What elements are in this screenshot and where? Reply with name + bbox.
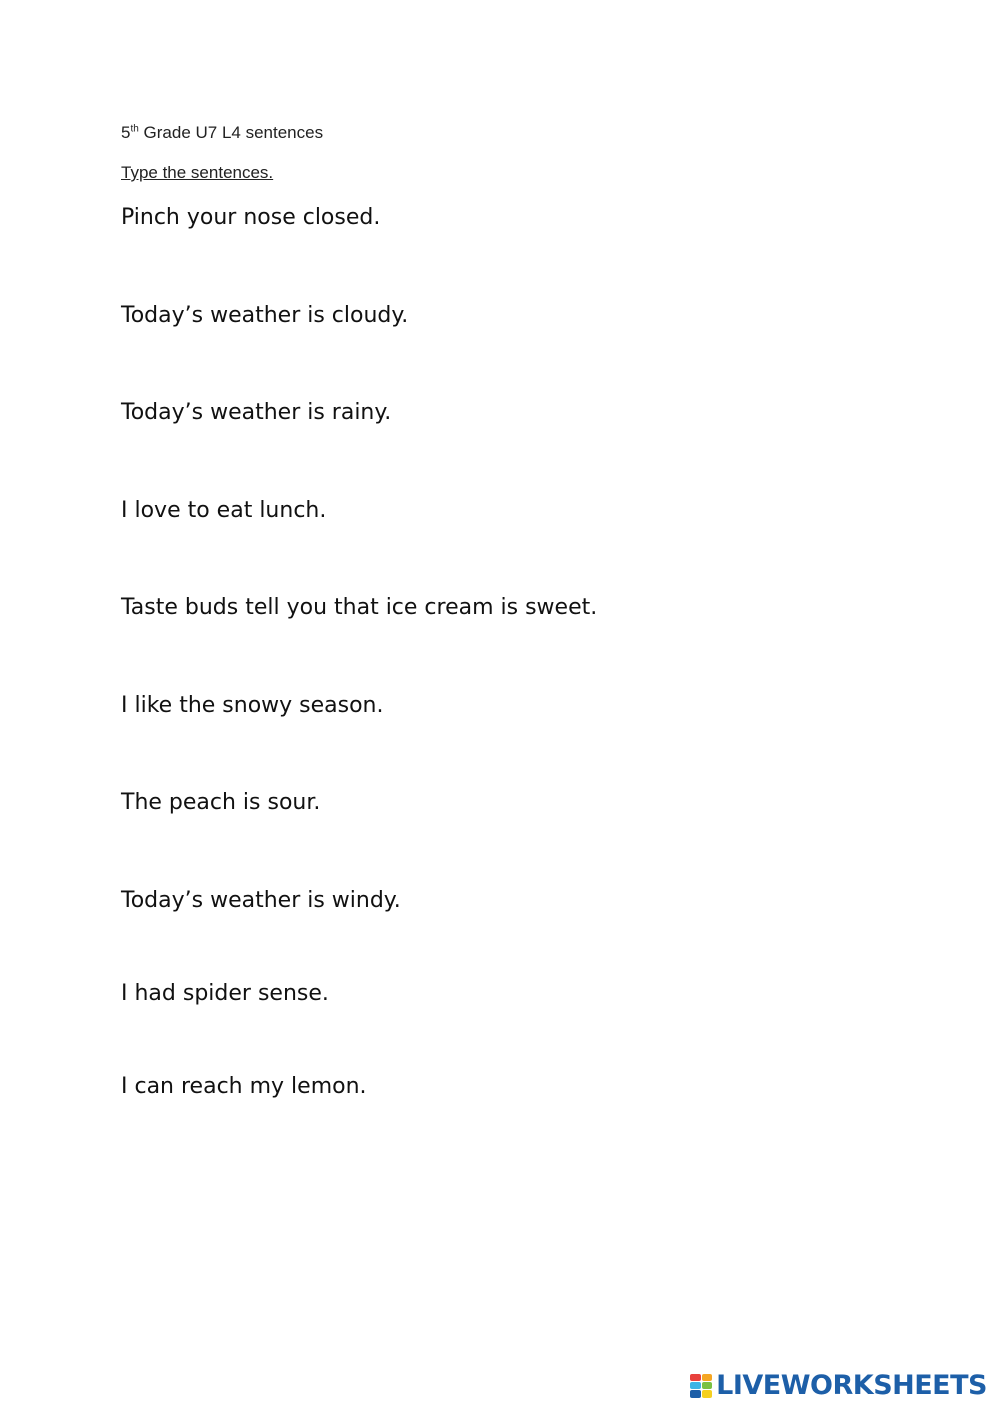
sentence-10: I can reach my lemon. xyxy=(121,1074,367,1099)
liveworksheets-logo xyxy=(690,1370,987,1401)
title-prefix: 5 xyxy=(121,123,131,142)
sentence-9: I had spider sense. xyxy=(121,981,329,1006)
sentence-2: Today’s weather is cloudy. xyxy=(121,303,409,328)
sentence-8: Today’s weather is windy. xyxy=(121,888,401,913)
title-rest: Grade U7 L4 sentences xyxy=(138,123,324,142)
sentence-7: The peach is sour. xyxy=(121,790,321,815)
title-superscript: th xyxy=(130,123,139,135)
sentence-1: Pinch your nose closed. xyxy=(121,205,381,230)
logo-blocks-icon xyxy=(690,1374,712,1398)
worksheet-title xyxy=(121,123,323,143)
logo-text: LIVEWORKSHEETS xyxy=(716,1370,987,1401)
sentence-3: Today’s weather is rainy. xyxy=(121,400,392,425)
instruction-text: Type the sentences. xyxy=(121,163,274,182)
sentence-4: I love to eat lunch. xyxy=(121,498,327,523)
sentence-5: Taste buds tell you that ice cream is sweet. xyxy=(121,595,598,620)
sentence-6: I like the snowy season. xyxy=(121,693,384,718)
